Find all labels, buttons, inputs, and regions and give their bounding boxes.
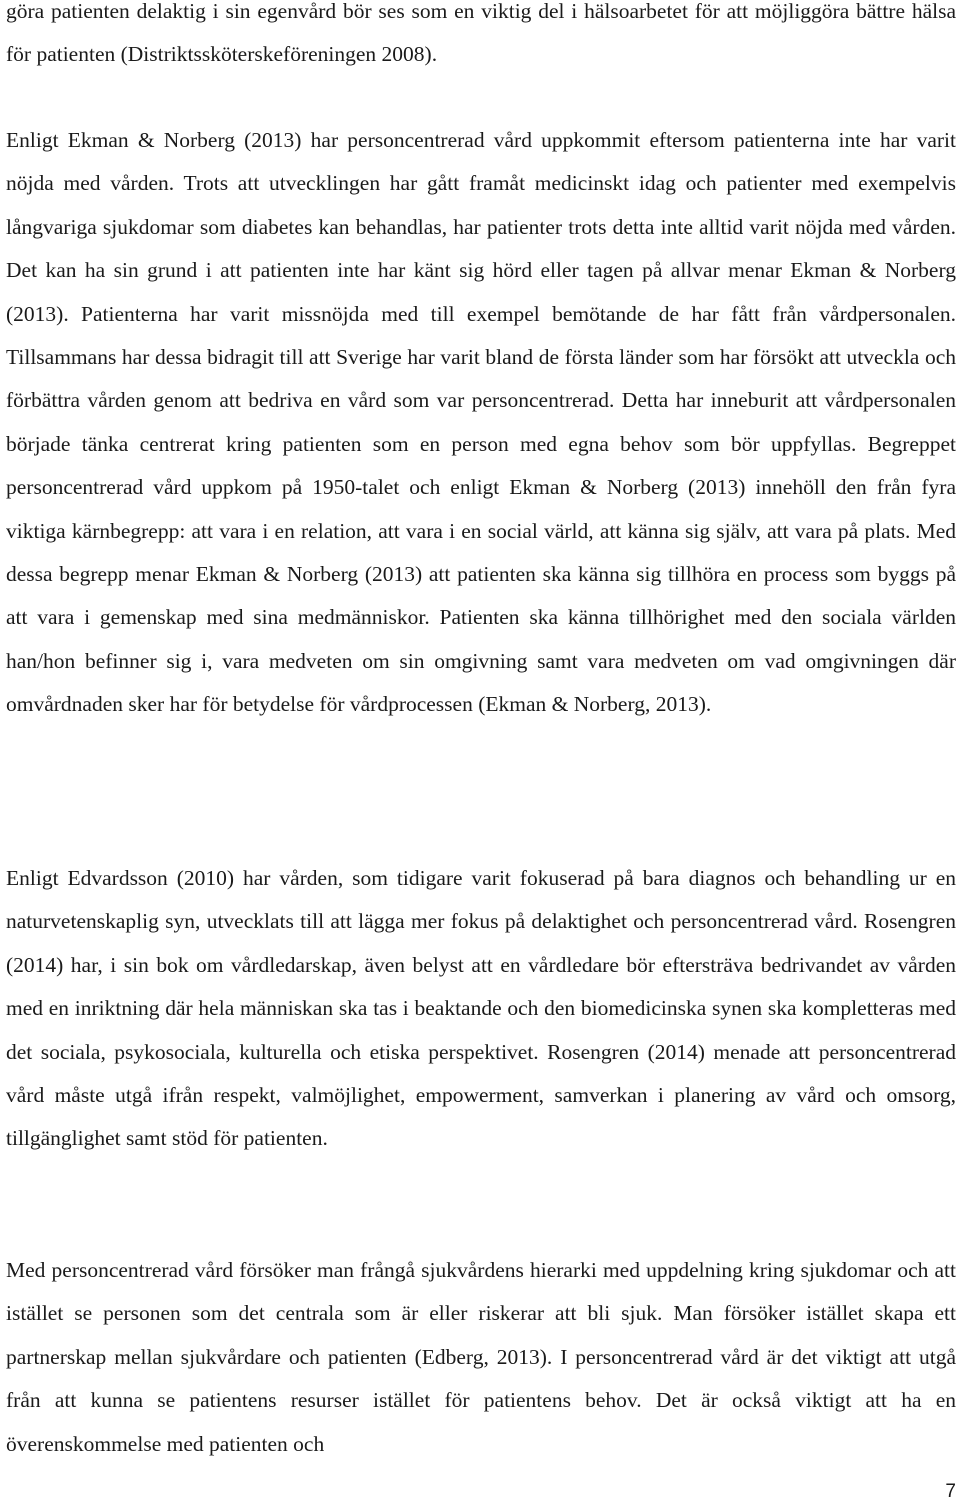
paragraph-3: Enligt Edvardsson (2010) har vården, som tidigare varit fokuserad på bara diagnos och behandling ur en naturvetenskaplig syn, utvecklats till att lägga mer fokus på delaktighet och personcentrerad vård. Rosengren (2014) har, i sin bok om vårdledarskap, även belyst att en vårdledare bör eftersträva bedrivandet av vården med en inriktning där hela människan ska tas i beaktande och den biomedicinska synen ska kompletteras med det sociala, psykosociala, kulturella och etiska perspektivet. Rosengren (2014) menade att personcentrerad vård måste utgå ifrån respekt, valmöjlighet, empowerment, samverkan i planering av vård och omsorg, tillgänglighet samt stöd för patienten. <box>6 866 956 1151</box>
paragraph-2: Enligt Ekman & Norberg (2013) har personcentrerad vård uppkommit eftersom patienterna inte har varit nöjda med vården. Trots att utvecklingen har gått framåt medicinskt idag och patienter med exempelvis långvariga sjukdomar som diabetes kan behandlas, har patienter trots detta inte alltid varit nöjda med vården. Det kan ha sin grund i att patienten inte har känt sig hörd eller tagen på allvar menar Ekman & Norberg (2013). Patienterna har varit missnöjda med till exempel bemötande de har fått från vårdpersonalen. Tillsammans har dessa bidragit till att Sverige har varit bland de första länder som har försökt att utveckla och förbättra vården genom att bedriva en vård som var personcentrerad. Detta har inneburit att vårdpersonalen började tänka centrerat kring patienten som en person med egna behov som bör uppfyllas. Begreppet personcentrerad vård uppkom på 1950-talet och enligt Ekman & Norberg (2013) innehöll den från fyra viktiga kärnbegrepp: att vara i en relation, att vara i en social värld, att känna sig själv, att vara på plats. Med dessa begrepp menar Ekman & Norberg (2013) att patienten ska känna sig tillhöra en process som byggs på att vara i gemenskap med sina medmänniskor. Patienten ska känna tillhörighet med den sociala världen han/hon befinner sig i, vara medveten om sin omgivning samt vara medveten om vad omgivningen där omvårdnaden sker har för betydelse för vårdprocessen (Ekman & Norberg, 2013). <box>6 128 956 717</box>
page-number: 7 <box>945 1481 956 1502</box>
paragraph-4: Med personcentrerad vård försöker man frångå sjukvårdens hierarki med uppdelning kring sjukdomar och att istället se personen som det centrala som är eller riskerar att bli sjuk. Man försöker istället skapa ett partnerskap mellan sjukvårdare och patienten (Edberg, 2013). I personcentrerad vård är det viktigt att utgå från att kunna se patientens resurser istället för patientens behov. Det är också viktigt att ha en överenskommelse med patienten och <box>6 1258 956 1456</box>
paragraph-1: göra patienten delaktig i sin egenvård bör ses som en viktig del i hälsoarbetet för att möjliggöra bättre hälsa för patienten (Distriktssköterskeföreningen 2008). <box>6 0 956 67</box>
